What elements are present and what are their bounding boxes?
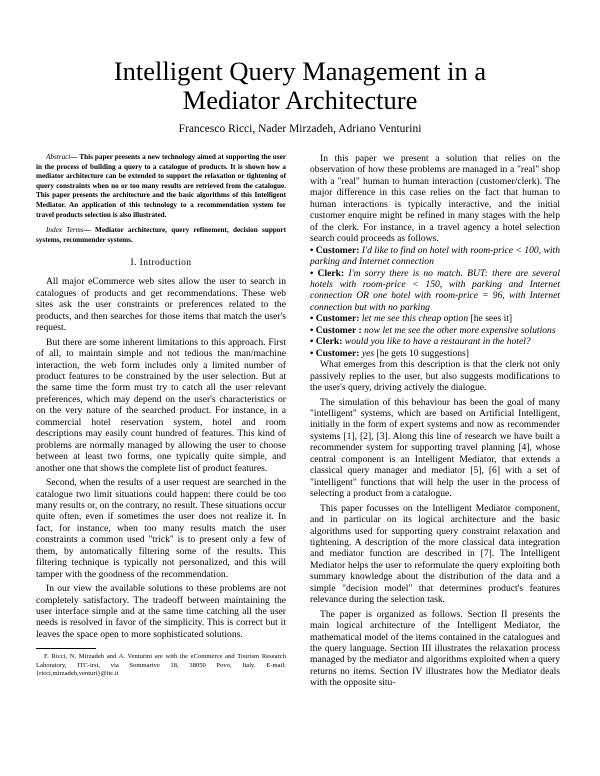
dialog-turn — [310, 348, 560, 359]
index-terms-text: — Mediator architecture, query refinement, decision support systems, recommender systems. — [36, 226, 286, 244]
dialog-utterance: let me see this cheap option — [359, 313, 469, 325]
author-footnote: F. Ricci, N. Mirzadeh and A. Venturini are with the eCommerce and Tourism Research Laboratory, ITC-irst, via Sommarive 18, 38050 Povo, Italy. E-mail: {ricci,mirzadeh,venturi}@itc.it — [36, 653, 286, 677]
intro-paragraph-8: This paper focusses on the Intelligent Mediator component, and in particular on its logical architecture and the basic algorithms used for supporting query constraint relaxation and tightening. A description of the more classical data integration and mediator function are described in [7]. The Intelligent Mediator helps the user to reformulate the query exploiting both summary knowledge about the distribution of the data and a simple "decision model" that determines product's features relevance during the selection task. — [310, 502, 560, 606]
title-line-2: Mediator Architecture — [182, 85, 418, 115]
right-column — [310, 153, 560, 689]
dialog-speaker: • Customer: — [310, 244, 360, 256]
dialog-utterance: would you like to have a restaurant in the hotel? — [342, 336, 531, 348]
dialog-utterance: I'm sorry there is no match. BUT: there are several hotels with room-price < 150, with parking and Internet connection OR one hotel with room-price = 96, with Internet connection but with no parking — [310, 267, 561, 313]
intro-paragraph-2: But there are some inherent limitations to this approach. First of all, to maintain simple and not tedious the man/machine interaction, the web form includes only a limited number of product features to be constrained by the user selection. But at the same time the form must try to catch all the user relevant preferences, which may depend on the user's characteristics or on the very nature of the searched product. For instance, in a commercial hotel reservation system, hotel and room descriptions may easily count hundred of features. This kind of problems are normally managed by allowing the user to choose between at least two forms, one typically quite simple, and another one that shows the complete list of product features. — [36, 336, 286, 474]
intro-paragraph-6: What emerges from this description is that the clerk not only passively replies to the user, but also suggests modifications to the user's query, driving actively the dialogue. — [310, 359, 560, 394]
footnote-rule — [36, 648, 96, 649]
abstract-text: — This paper presents a new technology aimed at supporting the user in the process of building a query to a catalogue of products. It is shown how a mediator architecture can be extended to support the relaxation or tightening of query constraints when no or too many results are retrieved from the catalogue. This paper presents the architecture and the basic algorithms of this Intelligent Mediator. An application of this technology to a recommendation system for travel products selection is also illustrated. — [36, 153, 286, 219]
dialog-speaker: • Clerk: — [310, 336, 343, 348]
dialog-speaker: • Customer : — [310, 324, 362, 336]
dialog-speaker: • Clerk: — [310, 267, 345, 279]
dialog-turn — [310, 268, 560, 314]
intro-paragraph-1: All major eCommerce web sites allow the user to search in catalogues of products and get recommendations. These web sites ask the user constraints or preferences related to the products, and then searches for those items that match the user's request. — [36, 276, 286, 334]
index-terms — [36, 226, 286, 245]
left-column — [36, 153, 286, 678]
dialog-turn — [310, 325, 560, 336]
paper-title — [40, 57, 560, 115]
intro-paragraph-9: The paper is organized as follows. Section II presents the main logical architecture of the Intelligent Mediator, the mathematical model of the items contained in the catalogues and the query language. Section III illustrates the relaxation process managed by the mediator and algorithms exploited when a query returns no items. Section IV illustrates how the Mediator deals with the opposite situ- — [310, 608, 560, 689]
dialog-note: [he gets 10 suggestions] — [374, 347, 469, 359]
abstract — [36, 153, 286, 220]
section-heading: I. Introduction — [130, 258, 192, 269]
dialog-utterance: yes — [359, 347, 375, 359]
dialog-utterance: I'd like to find on hotel with room-price < 100, with parking and Internet connection — [310, 244, 561, 268]
intro-paragraph-7: The simulation of this behaviour has been the goal of many "intelligent" systems, which are based on Artificial Intelligent, initially in the form of expert systems and now as recommender systems [1], [2], [3]. Along this line of research we have built a recommender system for supporting travel planning [4], whose central component is an Intelligent Mediator, that extends a classical query manager and mediator [5], [6] with a set of "intelligent" functions that will help the user in the process of selecting a product from a catalogue. — [310, 396, 560, 500]
dialog-note: [he sees it] — [468, 313, 513, 325]
author-list: Francesco Ricci, Nader Mirzadeh, Adriano Venturini — [178, 123, 422, 135]
dialog-list — [310, 245, 560, 360]
intro-paragraph-4: In our view the available solutions to these problems are not completely satisfactory. The tradeoff between maintaining the user interface simple and at the same time catching all the user needs is resolved in favor of the simplicity. This is correct but it leaves the space open to more sophisticated solutions. — [36, 583, 286, 640]
dialog-turn — [310, 336, 560, 347]
dialog-speaker: • Customer: — [310, 347, 360, 359]
intro-paragraph-3: Second, when the results of a user request are searched in the catalogue two limit situations could happen: there could be too many results or, on the contrary, no result. These situations occur quite often, even if sometimes the user does not realize it. In fact, for instance, when too many results match the user constraints a common used "trick" is to present only a few of them, by automatically filtering some of the results. This filtering technique is typically not personalized, and this will tamper with the goodness of the recommendation. — [36, 477, 286, 580]
index-terms-label: Index Terms — [46, 226, 84, 235]
title-line-1: Intelligent Query Management in a — [113, 56, 487, 86]
dialog-turn — [310, 313, 560, 324]
intro-paragraph-5: In this paper we present a solution that relies on the observation of how these problems are managed in a "real" shop with a "real" human to human interaction (customer/clerk). The major difference in this case relies on the fact that human to human interactions is typically interactive, and the initial customer enquire might be refined in many stages with the help of the clerk. For instance, in a travel agency a hotel selection search could proceeds as follows. — [310, 153, 560, 245]
abstract-label: Abstract — [46, 153, 71, 161]
dialog-utterance: now let me see the other more expensive solutions — [361, 324, 556, 336]
dialog-turn — [310, 245, 560, 268]
dialog-speaker: • Customer: — [310, 313, 360, 325]
